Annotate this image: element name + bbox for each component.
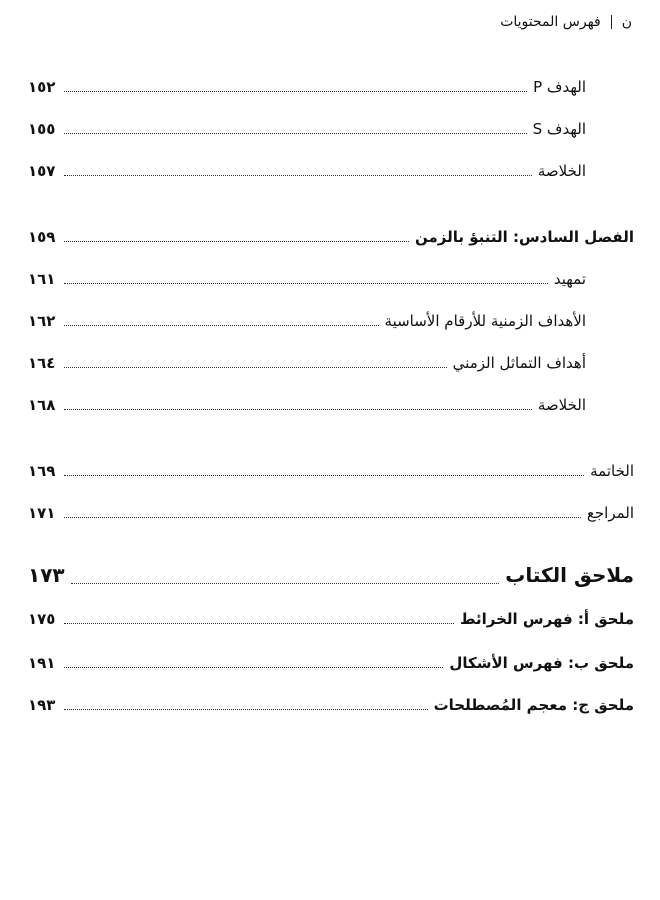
- toc-entry-appendix-a[interactable]: [28, 602, 634, 630]
- toc-entry-label: ملحق أ: فهرس الخرائط: [459, 610, 634, 628]
- toc-entry-label: أهداف التماثل الزمني: [452, 354, 586, 372]
- toc-entry-page: ١٥٧: [28, 162, 56, 180]
- toc-entry-page: ١٩٣: [28, 696, 56, 714]
- dot-leader: [64, 623, 454, 624]
- dot-leader: [64, 367, 447, 368]
- toc-entry-page: ١٦٢: [28, 312, 56, 330]
- dot-leader: [71, 583, 500, 584]
- page-letter: ن: [621, 14, 632, 30]
- toc-entry-label: تمهيد: [553, 270, 586, 288]
- toc-entry-page: ١٦٩: [28, 462, 56, 480]
- dot-leader: [64, 133, 527, 134]
- toc-entry-label: الهدف P: [533, 78, 586, 96]
- toc-entry-label: ملحق ج: معجم المُصطلحات: [433, 696, 634, 714]
- toc-entry-introduction[interactable]: [28, 262, 586, 290]
- toc-entry-label: الفصل السادس: التنبؤ بالزمن: [414, 228, 634, 246]
- toc-entry-label: ملاحق الكتاب: [505, 563, 634, 587]
- toc-entry-appendix-b[interactable]: [28, 646, 634, 674]
- dot-leader: [64, 517, 581, 518]
- toc-entry-label: الخلاصة: [537, 396, 586, 414]
- toc-entry-page: ١٥٩: [28, 228, 56, 246]
- toc-entry-label: الخاتمة: [590, 462, 634, 480]
- dot-leader: [64, 175, 532, 176]
- toc-entry-page: ١٥٥: [28, 120, 56, 138]
- toc-entry-page: ١٧١: [28, 504, 56, 522]
- toc-entry-page: ١٥٢: [28, 78, 56, 96]
- dot-leader: [64, 709, 428, 710]
- toc-entry-label: الأهداف الزمنية للأرقام الأساسية: [384, 312, 586, 330]
- toc-entry-appendix-c[interactable]: [28, 688, 634, 716]
- toc-entry-appendices[interactable]: [28, 556, 634, 590]
- header-title: فهرس المحتويات: [500, 14, 601, 30]
- toc-entry-chapter-six[interactable]: [28, 220, 634, 248]
- toc-entry-goal-s[interactable]: [28, 112, 586, 140]
- dot-leader: [64, 409, 532, 410]
- toc-entry-page: ١٩١: [28, 654, 56, 672]
- toc-entry-conclusion[interactable]: [28, 454, 634, 482]
- dot-leader: [64, 325, 379, 326]
- header-separator: [611, 15, 612, 29]
- dot-leader: [64, 91, 527, 92]
- toc-entry-goal-p[interactable]: [28, 70, 586, 98]
- dot-leader: [64, 283, 548, 284]
- toc-entry-summary-2[interactable]: [28, 388, 586, 416]
- dot-leader: [64, 475, 584, 476]
- toc-entry-page: ١٧٥: [28, 610, 56, 628]
- toc-entry-page: ١٦٨: [28, 396, 56, 414]
- toc-entry-page: ١٦١: [28, 270, 56, 288]
- running-header: [500, 14, 632, 30]
- toc-entry-temporal-goals[interactable]: [28, 304, 586, 332]
- toc-entry-label: الهدف S: [532, 120, 586, 138]
- toc-entry-page: ١٦٤: [28, 354, 56, 372]
- toc-entry-temporal-symmetry[interactable]: [28, 346, 586, 374]
- toc-entry-page: ١٧٣: [28, 563, 65, 587]
- toc-entry-summary-1[interactable]: [28, 154, 586, 182]
- dot-leader: [64, 667, 443, 668]
- toc-entry-references[interactable]: [28, 496, 634, 524]
- dot-leader: [64, 241, 409, 242]
- toc-entry-label: المراجع: [586, 504, 634, 522]
- toc-entry-label: الخلاصة: [537, 162, 586, 180]
- toc-entry-label: ملحق ب: فهرس الأشكال: [449, 654, 634, 672]
